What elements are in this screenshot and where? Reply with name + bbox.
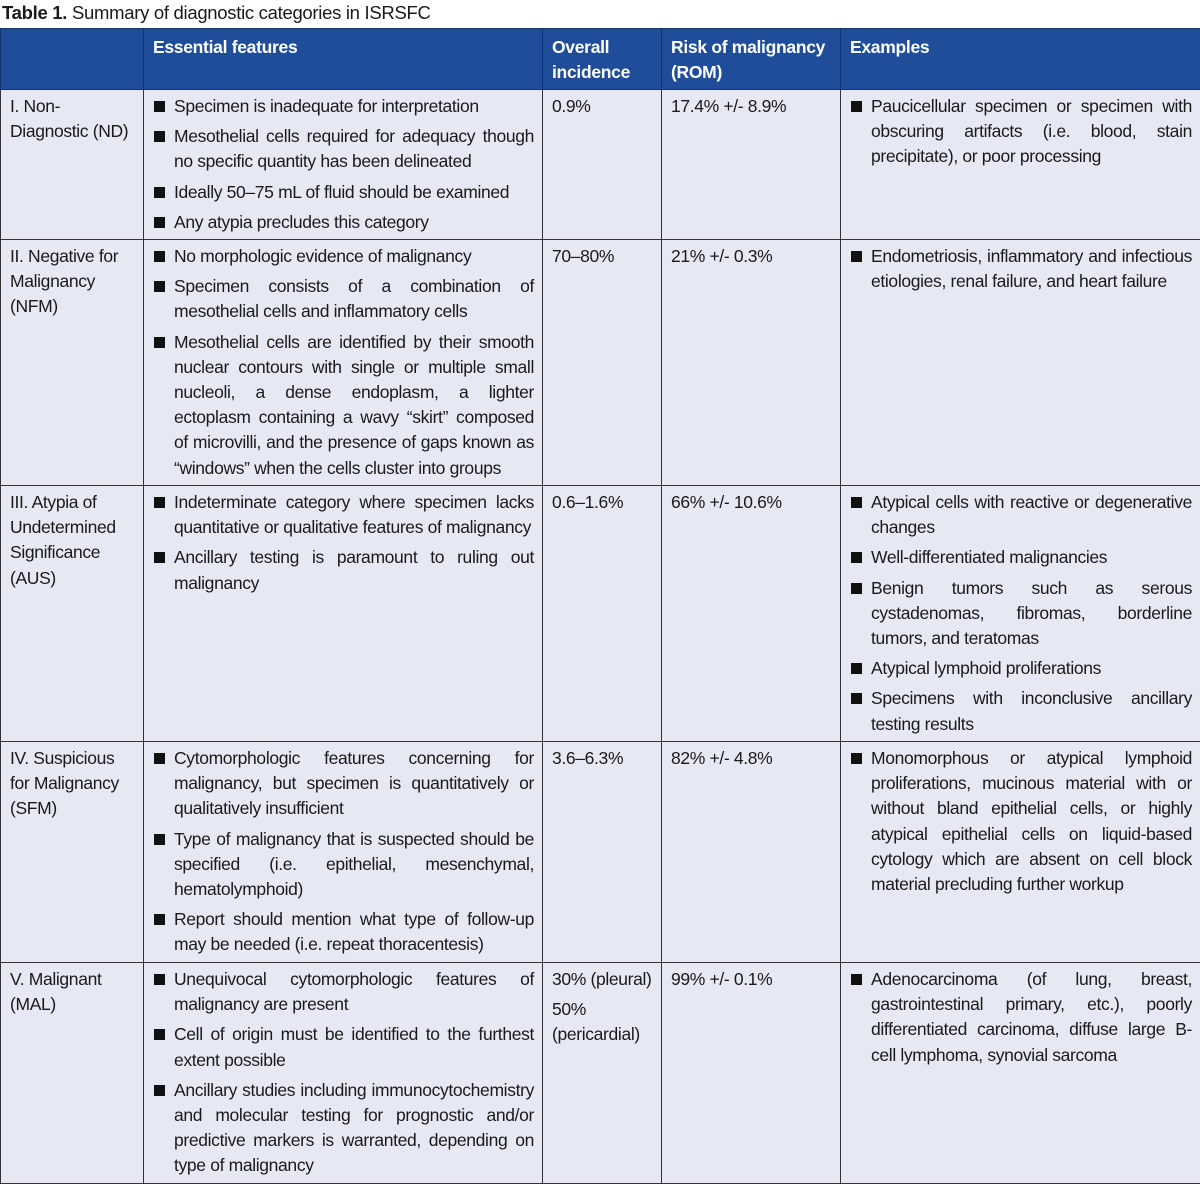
- list-item: [849, 746, 1192, 897]
- list-item-text: Atypical lymphoid proliferations: [871, 658, 1102, 679]
- essential-features-cell: [144, 742, 543, 963]
- incidence-value: 30% (pleural): [552, 969, 652, 990]
- list-item: [152, 746, 534, 822]
- square-bullet-icon: [154, 834, 165, 845]
- square-bullet-icon: [154, 497, 165, 508]
- incidence-value: 50% (pericardial): [552, 999, 640, 1045]
- list-item: [152, 330, 534, 481]
- square-bullet-icon: [851, 974, 862, 985]
- examples-list: [849, 490, 1192, 737]
- table-caption: [0, 0, 1200, 28]
- overall-incidence-cell: [543, 963, 662, 1184]
- list-item-text: Mesothelial cells required for adequacy though no specific quantity has been delineated: [174, 126, 534, 172]
- examples-list: [849, 244, 1192, 294]
- incidence-value: 0.6–1.6%: [552, 492, 624, 513]
- list-item-text: Atypical cells with reactive or degenerative changes: [871, 492, 1192, 538]
- square-bullet-icon: [154, 753, 165, 764]
- square-bullet-icon: [154, 552, 165, 563]
- list-item: [152, 210, 534, 235]
- list-item: [849, 656, 1192, 681]
- examples-cell: [841, 963, 1200, 1184]
- square-bullet-icon: [154, 251, 165, 262]
- square-bullet-icon: [851, 497, 862, 508]
- square-bullet-icon: [851, 663, 862, 674]
- category-cell: II. Negative for Malignancy (NFM): [1, 240, 144, 486]
- list-item-text: Cytomorphologic features concerning for malignancy, but specimen is quantitatively or qualitatively insufficient: [174, 748, 534, 819]
- square-bullet-icon: [851, 101, 862, 112]
- examples-list: [849, 94, 1192, 170]
- list-item: [152, 244, 534, 269]
- overall-incidence-cell: [543, 742, 662, 963]
- square-bullet-icon: [851, 583, 862, 594]
- header-category: [1, 29, 144, 90]
- category-cell: III. Atypia of Undetermined Significance (AUS): [1, 486, 144, 742]
- list-item-text: Specimen is inadequate for interpretation: [174, 96, 479, 116]
- list-item-text: Paucicellular specimen or specimen with obscuring artifacts (i.e. blood, stain precipitate), or poor processing: [871, 96, 1192, 167]
- square-bullet-icon: [154, 1085, 165, 1096]
- list-item-text: Specimen consists of a combination of mesothelial cells and inflammatory cells: [174, 276, 534, 322]
- list-item: [849, 576, 1192, 652]
- list-item-text: No morphologic evidence of malignancy: [174, 246, 472, 267]
- list-item: [152, 1022, 534, 1072]
- examples-list: [849, 967, 1192, 1068]
- list-item-text: Mesothelial cells are identified by their smooth nuclear contours with single or multiple small nucleoli, a dense endoplasm, a lighter ectoplasm containing a wavy “skirt” composed of microvilli, and the presence of gaps known as “windows” when the cells cluster into groups: [174, 331, 534, 478]
- risk-of-malignancy-cell: 21% +/- 0.3%: [662, 240, 841, 486]
- list-item-text: Monomorphous or atypical lymphoid proliferations, mucinous material with or without bland epithelial cells, or highly atypical epithelial cells on liquid-based cytology which are absent on cell block material precluding further workup: [871, 748, 1192, 895]
- square-bullet-icon: [154, 337, 165, 348]
- risk-of-malignancy-cell: 66% +/- 10.6%: [662, 486, 841, 742]
- table-row: [1, 240, 1200, 486]
- header-risk-of-malignancy: Risk of malignancy (ROM): [662, 29, 841, 90]
- essential-features-list: [152, 746, 534, 958]
- essential-features-list: [152, 244, 534, 481]
- square-bullet-icon: [154, 131, 165, 142]
- list-item: [152, 827, 534, 903]
- list-item: [849, 545, 1192, 570]
- category-cell: I. Non-Diagnostic (ND): [1, 90, 144, 240]
- examples-list: [849, 746, 1192, 897]
- list-item-text: Benign tumors such as serous cystadenomas, fibromas, borderline tumors, and teratomas: [871, 577, 1192, 649]
- list-item: [152, 274, 534, 324]
- essential-features-cell: [144, 90, 543, 240]
- category-cell: IV. Suspicious for Malignancy (SFM): [1, 742, 144, 963]
- table-row: [1, 963, 1200, 1184]
- essential-features-cell: [144, 486, 543, 742]
- header-examples: Examples: [841, 29, 1200, 90]
- examples-cell: [841, 742, 1200, 963]
- header-essential-features: Essential features: [144, 29, 543, 90]
- incidence-value: 70–80%: [552, 246, 615, 267]
- list-item-text: Unequivocal cytomorphologic features of malignancy are present: [174, 969, 534, 1015]
- list-item: [152, 545, 534, 595]
- incidence-value: 0.9%: [552, 96, 591, 116]
- table-caption-title: Summary of diagnostic categories in ISRSFC: [71, 2, 431, 23]
- list-item-text: Ideally 50–75 mL of fluid should be examined: [174, 181, 510, 202]
- examples-cell: [841, 240, 1200, 486]
- list-item: [849, 490, 1192, 540]
- square-bullet-icon: [851, 693, 862, 704]
- square-bullet-icon: [851, 753, 862, 764]
- incidence-value: 3.6–6.3%: [552, 748, 624, 769]
- square-bullet-icon: [851, 552, 862, 563]
- list-item: [152, 490, 534, 540]
- square-bullet-icon: [154, 217, 165, 228]
- list-item: [849, 244, 1192, 294]
- list-item-text: Type of malignancy that is suspected should be specified (i.e. epithelial, mesenchymal, hematolymphoid): [174, 828, 534, 900]
- list-item-text: Well-differentiated malignancies: [871, 547, 1108, 568]
- essential-features-cell: [144, 240, 543, 486]
- overall-incidence-cell: [543, 90, 662, 240]
- list-item: [849, 94, 1192, 170]
- list-item-text: Ancillary studies including immunocytochemistry and molecular testing for prognostic and/or predictive markers is warranted, depending on type of malignancy: [174, 1079, 534, 1176]
- list-item: [152, 94, 534, 119]
- header-overall-incidence: Overall incidence: [543, 29, 662, 90]
- list-item-text: Adenocarcinoma (of lung, breast, gastrointestinal primary, etc.), poorly differentiated carcinoma, diffuse large B-cell lymphoma, synovial sarcoma: [871, 969, 1192, 1065]
- table-row: [1, 486, 1200, 742]
- overall-incidence-cell: [543, 486, 662, 742]
- table-body: [1, 90, 1200, 1184]
- essential-features-cell: [144, 963, 543, 1184]
- table-caption-label: Table 1.: [2, 2, 68, 23]
- square-bullet-icon: [851, 251, 862, 262]
- list-item: [849, 686, 1192, 736]
- square-bullet-icon: [154, 1029, 165, 1040]
- category-cell: V. Malignant (MAL): [1, 963, 144, 1184]
- table-header-row: [1, 29, 1200, 90]
- essential-features-list: [152, 490, 534, 596]
- risk-of-malignancy-cell: 82% +/- 4.8%: [662, 742, 841, 963]
- table-row: [1, 742, 1200, 963]
- square-bullet-icon: [154, 281, 165, 292]
- square-bullet-icon: [154, 914, 165, 925]
- list-item-text: Report should mention what type of follow-up may be needed (i.e. repeat thoracentesis): [174, 909, 534, 955]
- list-item-text: Specimens with inconclusive ancillary testing results: [871, 688, 1192, 734]
- examples-cell: [841, 486, 1200, 742]
- list-item: [849, 967, 1192, 1068]
- list-item-text: Ancillary testing is paramount to ruling out malignancy: [174, 547, 534, 593]
- list-item: [152, 1078, 534, 1179]
- diagnostic-categories-table: [0, 28, 1200, 1184]
- risk-of-malignancy-cell: 99% +/- 0.1%: [662, 963, 841, 1184]
- list-item-text: Cell of origin must be identified to the furthest extent possible: [174, 1024, 534, 1070]
- list-item: [152, 180, 534, 205]
- list-item-text: Endometriosis, inflammatory and infectious etiologies, renal failure, and heart failure: [871, 246, 1192, 292]
- list-item-text: Indeterminate category where specimen lacks quantitative or qualitative features of malignancy: [174, 492, 534, 538]
- overall-incidence-cell: [543, 240, 662, 486]
- essential-features-list: [152, 967, 534, 1179]
- list-item: [152, 967, 534, 1017]
- list-item: [152, 124, 534, 174]
- examples-cell: [841, 90, 1200, 240]
- square-bullet-icon: [154, 187, 165, 198]
- list-item-text: Any atypia precludes this category: [174, 211, 429, 232]
- square-bullet-icon: [154, 974, 165, 985]
- risk-of-malignancy-cell: 17.4% +/- 8.9%: [662, 90, 841, 240]
- essential-features-list: [152, 94, 534, 235]
- list-item: [152, 907, 534, 957]
- table-row: [1, 90, 1200, 240]
- square-bullet-icon: [154, 101, 165, 112]
